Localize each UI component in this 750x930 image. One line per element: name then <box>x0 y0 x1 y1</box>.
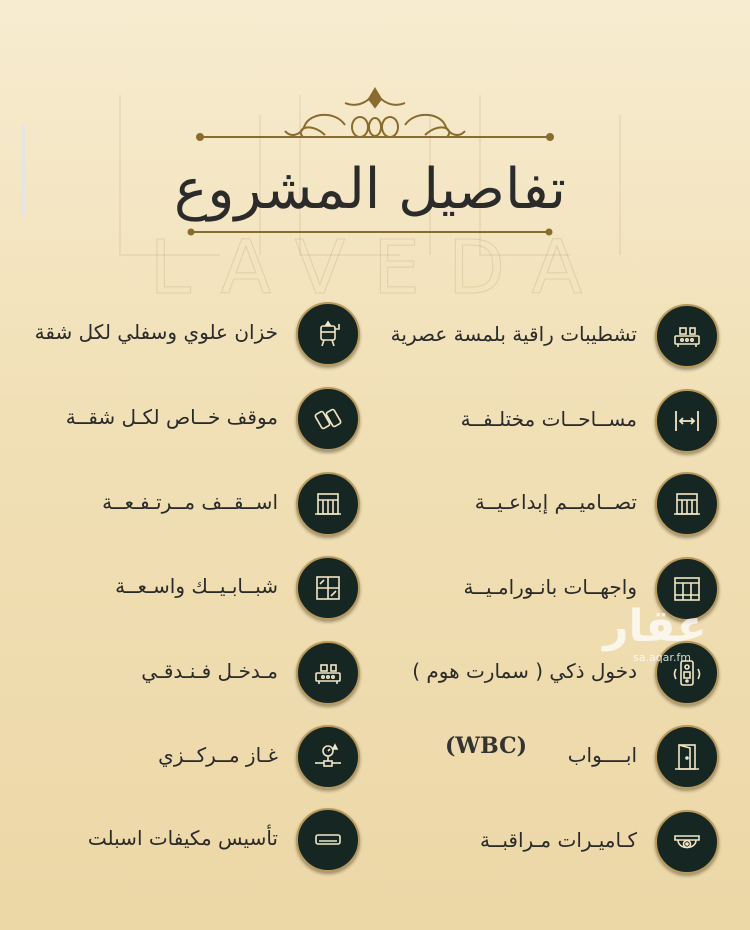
feature-item-high-ceilings <box>102 472 356 536</box>
background-brand-watermark: LAVEDA <box>149 225 611 311</box>
building-icon <box>655 472 719 536</box>
title-ornament <box>195 85 555 155</box>
page-title: تفاصيل المشروع <box>174 157 566 222</box>
feature-item-finishing <box>390 304 715 368</box>
high-ceiling-icon <box>296 472 360 536</box>
edge-scrollbar <box>22 125 25 217</box>
feature-label: مـدخـل فـنـدقـي <box>141 659 278 683</box>
water-tank-icon <box>296 302 360 366</box>
feature-item-cameras <box>479 810 715 874</box>
feature-label: تأسيس مكيفات اسبلت <box>87 826 278 850</box>
feature-label: موقف خــاص لكـل شقــة <box>65 405 278 429</box>
title-underline <box>185 226 555 238</box>
wide-window-icon <box>296 556 360 620</box>
feature-item-areas <box>460 389 715 453</box>
feature-label: ابــــواب <box>567 743 637 767</box>
kitchen-icon <box>655 304 719 368</box>
feature-label: دخول ذكي ( سمارت هوم ) <box>412 659 637 683</box>
feature-label: كـاميـرات مـراقبــة <box>479 828 637 852</box>
feature-label: تصــاميــم إبداعـيــة <box>474 490 637 514</box>
site-logo-watermark: عقار <box>603 601 707 652</box>
door-icon <box>655 725 719 789</box>
parking-icon <box>296 387 360 451</box>
feature-item-designs <box>474 472 715 536</box>
site-url-watermark: sa.aqar.fm <box>632 651 692 664</box>
width-arrows-icon <box>655 389 719 453</box>
feature-item-doors <box>445 725 715 789</box>
feature-item-hotel-entrance <box>141 641 356 705</box>
feature-item-central-gas <box>158 725 356 789</box>
feature-label: خزان علوي وسفلي لكل شقة <box>34 320 278 344</box>
door-brand-label: (WBC) <box>445 733 528 759</box>
feature-label: واجهــات بانـورامـيــة <box>463 575 637 599</box>
feature-label: اســقــف مــرتـفـعــة <box>102 490 278 514</box>
feature-label: تشطيبات راقية بلمسة عصرية <box>390 322 637 346</box>
feature-item-split-ac <box>87 808 356 872</box>
feature-label: شبــابـيــك واسـعــة <box>115 574 278 598</box>
feature-item-wide-windows <box>115 556 356 620</box>
feature-label: مســاحــات مختلـفــة <box>460 407 637 431</box>
feature-label: غـاز مــركــزي <box>158 743 278 767</box>
feature-item-water-tank <box>34 302 356 366</box>
feature-item-parking <box>65 387 356 451</box>
central-gas-icon <box>296 725 360 789</box>
split-ac-icon <box>296 808 360 872</box>
security-camera-icon <box>655 810 719 874</box>
hotel-entrance-icon <box>296 641 360 705</box>
